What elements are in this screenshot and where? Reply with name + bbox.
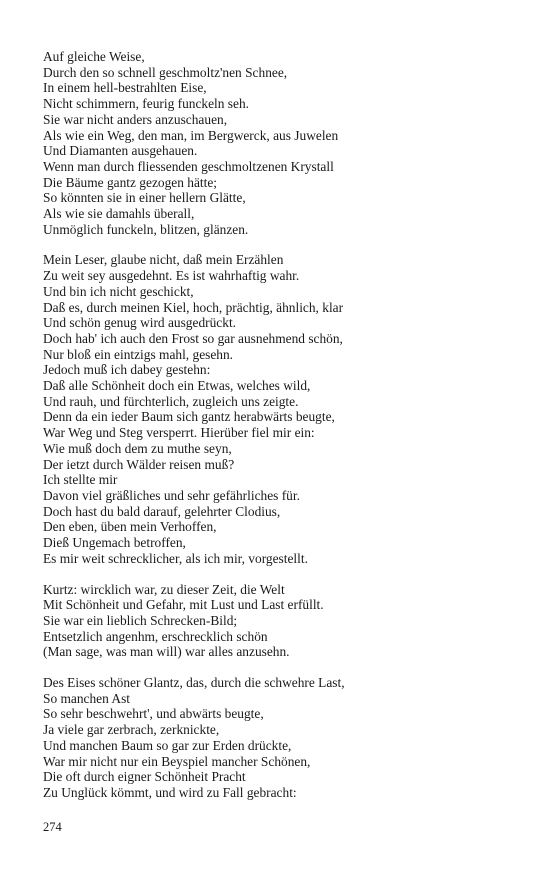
poem-line: So sehr beschwehrt', und abwärts beugte,: [43, 706, 264, 722]
poem-line: War Weg und Steg versperrt. Hierüber fiel mir ein:: [43, 425, 315, 441]
poem-line: Ja viele gar zerbrach, zerknickte,: [43, 722, 220, 738]
poem-line: Die oft durch eigner Schönheit Pracht: [43, 769, 246, 785]
poem-line: Sie war ein lieblich Schrecken-Bild;: [43, 612, 238, 628]
poem-line: Entsetzlich angenhm, erschrecklich schön: [43, 628, 268, 644]
poem-line: Auf gleiche Weise,: [43, 49, 145, 64]
poem-line: Den eben, üben mein Verhoffen,: [43, 519, 217, 535]
poem-line: Mit Schönheit und Gefahr, mit Lust und Last erfüllt.: [43, 597, 324, 613]
poem-line: Nur bloß ein eintzigs mahl, gesehn.: [43, 346, 234, 362]
poem-line: Daß alle Schönheit doch ein Etwas, welches wild,: [43, 378, 311, 394]
poem-line: So manchen Ast: [43, 690, 131, 706]
poem-line: Nicht schimmern, feurig funckeln seh.: [43, 96, 250, 112]
poem-line: Doch hab' ich auch den Frost so gar ausnehmend schön,: [43, 330, 343, 346]
poem-line: Dieß Ungemach betroffen,: [43, 535, 186, 551]
poem-line: Die Bäume gantz gezogen hätte;: [43, 174, 218, 190]
poem-line: Ich stellte mir: [43, 472, 118, 488]
poem-line: Jedoch muß ich dabey gestehn:: [43, 362, 211, 378]
poem-line: Kurtz: wircklich war, zu dieser Zeit, die Welt: [43, 581, 285, 597]
poem-line: Und bin ich nicht geschickt,: [43, 283, 194, 299]
poem-line: Unmöglich funckeln, blitzen, glänzen.: [43, 221, 249, 237]
poem-line: Und manchen Baum so gar zur Erden drückte,: [43, 737, 292, 753]
poem-page: [43, 49, 523, 816]
poem-line: Es mir weit schrecklicher, als ich mir, vorgestellt.: [43, 550, 308, 566]
stanza-2: [43, 252, 523, 566]
poem-line: Als wie sie damahls überall,: [43, 206, 195, 222]
poem-line: Und Diamanten ausgehauen.: [43, 143, 198, 159]
poem-line: Des Eises schöner Glantz, das, durch die schwehre Last,: [43, 675, 345, 691]
poem-line: War mir nicht nur ein Beyspiel mancher Schönen,: [43, 753, 311, 769]
poem-line: Mein Leser, glaube nicht, daß mein Erzählen: [43, 252, 284, 268]
poem-line: Daß es, durch meinen Kiel, hoch, prächtig, ähnlich, klar: [43, 299, 344, 315]
poem-line: Wenn man durch fliessenden geschmoltzenen Krystall: [43, 158, 334, 174]
page-number: 274: [43, 820, 62, 834]
poem-line: Wie muß doch dem zu muthe seyn,: [43, 440, 232, 456]
poem-line: Der ietzt durch Wälder reisen muß?: [43, 456, 235, 472]
poem-line: Zu Unglück kömmt, und wird zu Fall gebracht:: [43, 784, 297, 800]
poem-line: Als wie ein Weg, den man, im Bergwerck, aus Juwelen: [43, 127, 339, 143]
poem-line: Doch hast du bald darauf, gelehrter Clodius,: [43, 503, 281, 519]
poem-line: Und rauh, und fürchterlich, zugleich uns zeigte.: [43, 393, 299, 409]
poem-line: Zu weit sey ausgedehnt. Es ist wahrhaftig wahr.: [43, 268, 300, 284]
poem-line: So könnten sie in einer hellern Glätte,: [43, 190, 246, 206]
poem-line: Denn da ein ieder Baum sich gantz herabwärts beugte,: [43, 409, 335, 425]
poem-line: In einem hell-bestrahlten Eise,: [43, 80, 207, 96]
stanza-1: [43, 49, 523, 237]
stanza-4: [43, 675, 523, 801]
poem-line: Davon viel gräßliches und sehr gefährliches für.: [43, 487, 300, 503]
poem-line: Durch den so schnell geschmoltz'nen Schnee,: [43, 64, 288, 80]
stanza-3: [43, 582, 523, 661]
poem-line: Sie war nicht anders anzuschauen,: [43, 111, 228, 127]
poem-line: Und schön genug wird ausgedrückt.: [43, 315, 237, 331]
poem-line: (Man sage, was man will) war alles anzusehn.: [43, 644, 290, 660]
